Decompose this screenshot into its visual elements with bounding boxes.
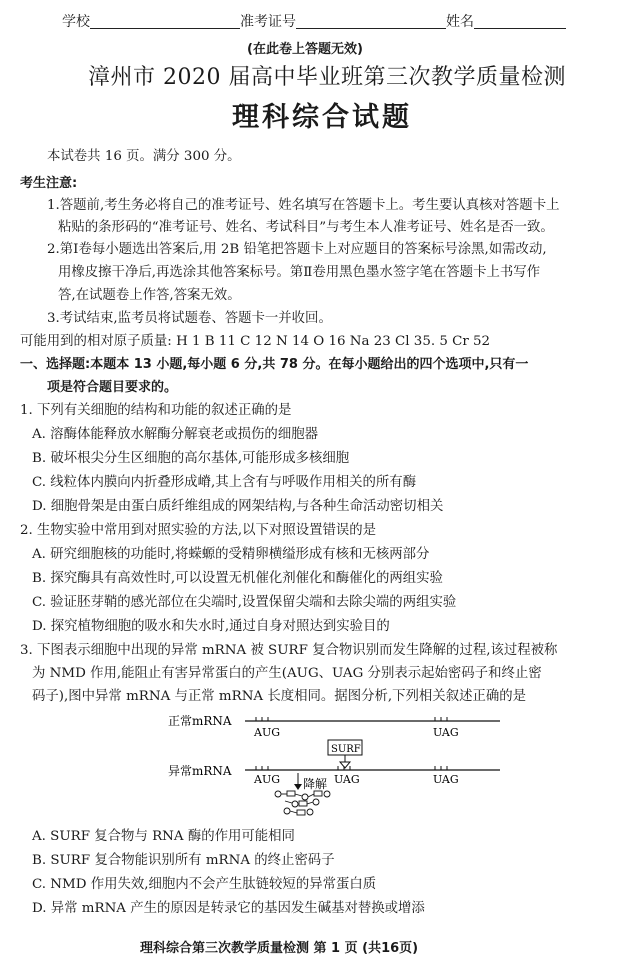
intro-text: 本试卷共 16 页。满分 300 分。 [47, 149, 241, 164]
question-option: B. 破坏根尖分生区细胞的高尔基体,可能形成多核细胞 [32, 451, 350, 466]
atomic-masses: 可能用到的相对原子质量: H 1 B 11 C 12 N 14 O 16 Na 23 Cl 35. 5 Cr 52 [20, 334, 491, 349]
question-stem: 2. 生物实验中常用到对照实验的方法,以下对照设置错误的是 [20, 523, 377, 538]
abnormal-mrna-label: 异常mRNA [168, 764, 232, 778]
question-option: A. 研究细胞核的功能时,将蝾螈的受精卵横缢形成有核和无核两部分 [32, 547, 430, 562]
question-option: C. NMD 作用失效,细胞内不会产生肽链较短的异常蛋白质 [32, 877, 377, 892]
notice-line: 3.考试结束,监考员将试题卷、答题卡一并收回。 [47, 311, 332, 326]
notice-heading: 考生注意: [20, 176, 78, 191]
question-option: C. 验证胚芽鞘的感光部位在尖端时,设置保留尖端和去除尖端的两组实验 [32, 595, 457, 610]
page-subtitle: 理科综合试题 [232, 102, 412, 133]
nmd-diagram [0, 708, 640, 828]
question-stem: 3. 下图表示细胞中出现的异常 mRNA 被 SURF 复合物识别而发生降解的过程,该过程被称 [20, 643, 558, 658]
normal-aug-label: AUG [254, 726, 281, 739]
question-option: A. SURF 复合物与 RNA 酶的作用可能相同 [32, 829, 295, 844]
abnormal-aug-label: AUG [254, 773, 281, 786]
question-option: B. 探究酶具有高效性时,可以设置无机催化剂催化和酶催化的两组实验 [32, 571, 443, 586]
degrade-label: 降解 [303, 777, 328, 791]
question-stem: 1. 下列有关细胞的结构和功能的叙述正确的是 [20, 403, 292, 418]
exam-no-label: 准考证号 [240, 14, 296, 30]
question-option: D. 探究植物细胞的吸水和失水时,通过自身对照达到实验目的 [32, 619, 390, 634]
section-heading: 一、选择题:本题本 13 小题,每小题 6 分,共 78 分。在每小题给出的四个选项中,只有一 [20, 357, 529, 372]
page-title: 漳州市 2020 届高中毕业班第三次教学质量检测 [88, 65, 566, 90]
question-option: B. SURF 复合物能识别所有 mRNA 的终止密码子 [32, 853, 335, 868]
school-label: 学校 [62, 14, 90, 30]
section-heading-cont: 项是符合题目要求的。 [47, 380, 178, 395]
normal-mrna-label: 正常mRNA [168, 714, 232, 728]
abnormal-premature-uag-label: UAG [334, 773, 360, 786]
invalid-note: (在此卷上答题无效) [247, 42, 363, 57]
degraded-fragments [275, 791, 330, 815]
name-label: 姓名 [446, 14, 474, 30]
exam-no-blank [296, 14, 446, 29]
school-blank [90, 14, 240, 29]
exam-info-line [62, 14, 566, 29]
question-option: D. 异常 mRNA 产生的原因是转录它的基因发生碱基对替换或增添 [32, 901, 425, 916]
question-option: C. 线粒体内膜向内折叠形成嵴,其上含有与呼吸作用相关的所有酶 [32, 475, 417, 490]
notice-line: 答,在试题卷上作答,答案无效。 [58, 288, 241, 303]
surf-arrow-head [340, 762, 350, 768]
degrade-arrow-head [294, 784, 302, 790]
question-stem-cont: 码子),图中异常 mRNA 与正常 mRNA 长度相同。据图分析,下列相关叙述正确的是 [32, 689, 527, 704]
notice-line: 用橡皮擦干净后,再选涂其他答案标号。第Ⅱ卷用黑色墨水签字笔在答题卡上书写作 [58, 265, 541, 280]
question-stem-cont: 为 NMD 作用,能阻止有害异常蛋白的产生(AUG、UAG 分别表示起始密码子和终止密 [32, 666, 542, 681]
question-option: D. 细胞骨架是由蛋白质纤维组成的网架结构,与各种生命活动密切相关 [32, 499, 444, 514]
name-blank [474, 14, 566, 29]
notice-line: 粘贴的条形码的“准考证号、姓名、考试科目”与考生本人准考证号、姓名是否一致。 [58, 220, 554, 235]
notice-line: 2.第Ⅰ卷每小题选出答案后,用 2B 铅笔把答题卡上对应题目的答案标号涂黑,如需改动, [47, 242, 547, 257]
normal-uag-label: UAG [433, 726, 459, 739]
page-footer: 理科综合第三次教学质量检测 第 1 页 (共16页) [140, 941, 419, 956]
question-option: A. 溶酶体能释放水解酶分解衰老或损伤的细胞器 [32, 427, 318, 442]
abnormal-uag-label: UAG [433, 773, 459, 786]
notice-line: 1.答题前,考生务必将自己的准考证号、姓名填写在答题卡上。考生要认真核对答题卡上 [47, 198, 560, 213]
surf-label: SURF [331, 744, 361, 755]
